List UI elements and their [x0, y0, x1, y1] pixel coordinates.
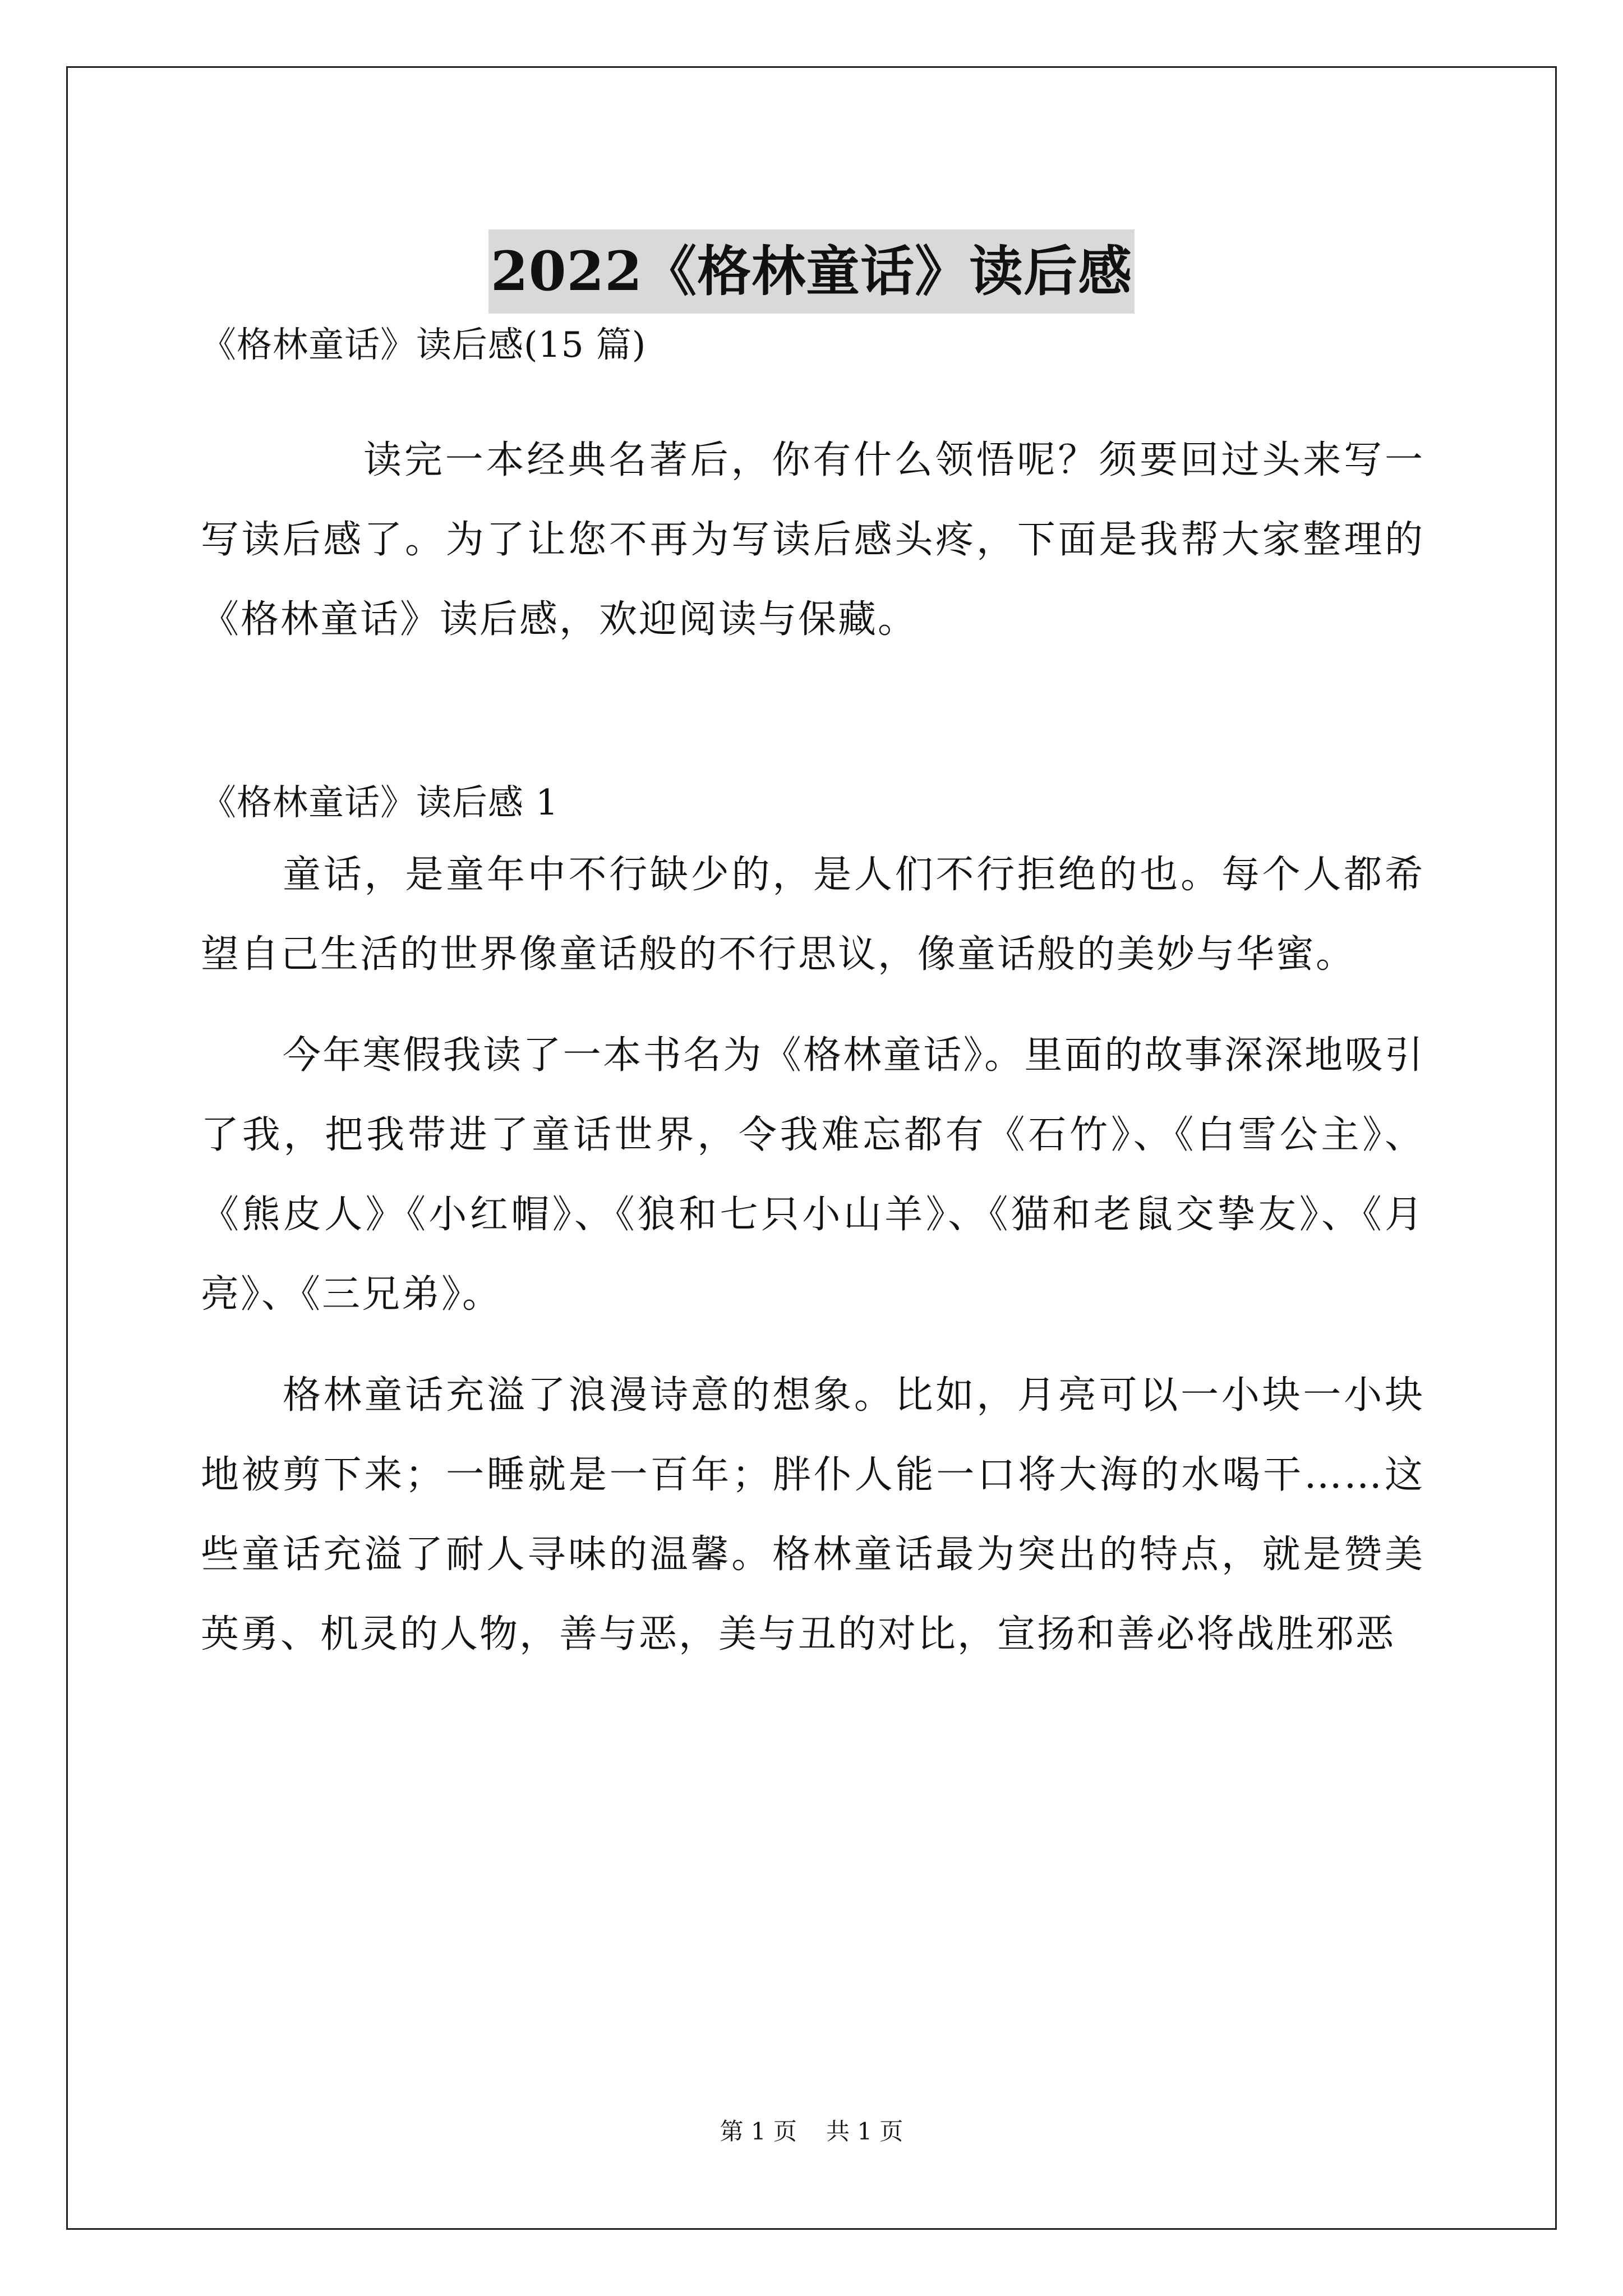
body-paragraph-3: 格林童话充溢了浪漫诗意的想象。比如，月亮可以一小块一小块地被剪下来；一睡就是一百年；胖仆人能一口将大海的水喝干……这些童话充溢了耐人寻味的温馨。格林童话最为突出的特点，就是赞美英勇、机灵的人物，善与恶，美与丑的对比，宣扬和善必将战胜邪恶	[201, 1373, 1424, 1657]
document-title: 2022《格林童话》读后感	[488, 229, 1135, 314]
body-paragraph-1: 童话，是童年中不行缺少的，是人们不行拒绝的也。每个人都希望自己生活的世界像童话般的不行思议，像童话般的美妙与华蜜。	[201, 853, 1424, 977]
document-body	[201, 314, 1424, 1674]
document-subtitle: 《格林童话》读后感(15 篇)	[201, 324, 647, 365]
page-number: 第 1 页	[720, 2118, 797, 2145]
section-heading: 《格林童话》读后感 1	[201, 782, 559, 823]
page-total: 共 1 页	[826, 2118, 903, 2145]
page-footer	[0, 2115, 1623, 2148]
body-paragraph-2: 今年寒假我读了一本书名为《格林童话》。里面的故事深深地吸引了我，把我带进了童话世界，令我难忘都有《石竹》、《白雪公主》、《熊皮人》《小红帽》、《狼和七只小山羊》、《猫和老鼠交挚友》、《月亮》、《三兄弟》。	[201, 1033, 1424, 1317]
intro-paragraph: 读完一本经典名著后，你有什么领悟呢？须要回过头来写一写读后感了。为了让您不再为写读后感头疼，下面是我帮大家整理的《格林童话》读后感，欢迎阅读与保藏。	[201, 438, 1424, 642]
